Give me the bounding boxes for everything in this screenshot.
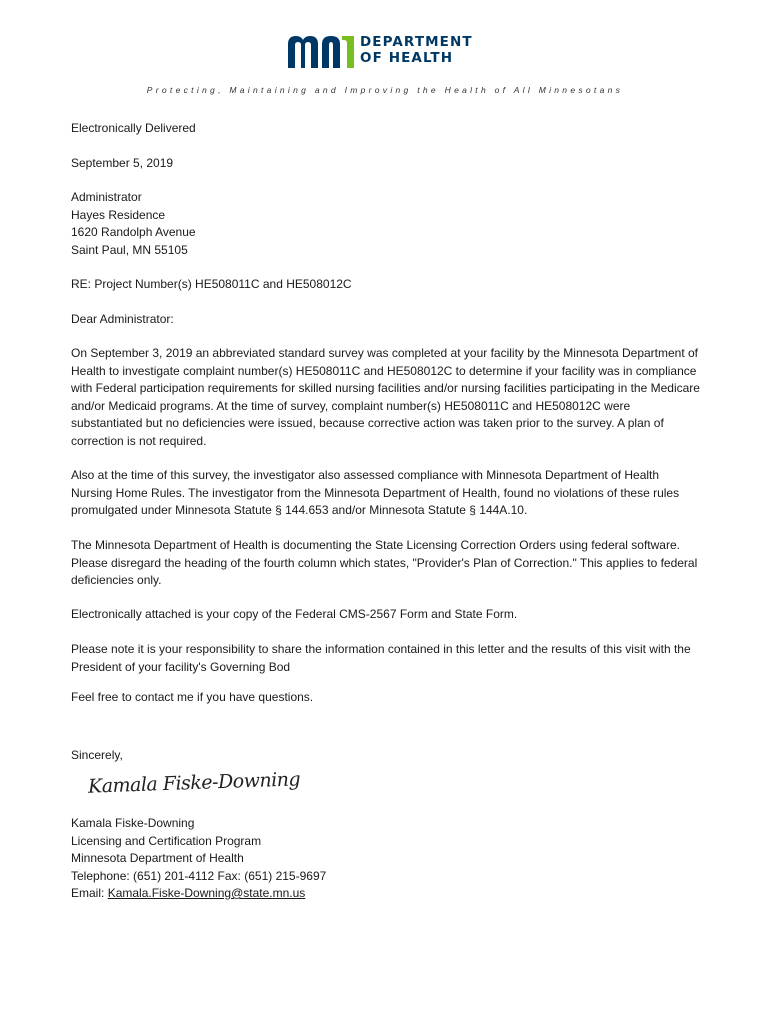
sender-organization: Minnesota Department of Health (71, 851, 244, 865)
sender-program: Licensing and Certification Program (71, 833, 262, 848)
body-paragraph: Also at the time of this survey, the investigator also assessed compliance with Minnesota Department of Health Nursing Home Rules. The investigator from the Minnesota Department of Health, found no violations of these rules promulgated under Minnesota Statute § 144.653 and/or Minnesota Statute § 144A.10. (71, 468, 680, 518)
body-paragraph: The Minnesota Department of Health is documenting the State Licensing Correction Orders using federal software. Please disregard the heading of the fourth column which states, "Provider's Plan of Correction." This applies to federal deficiencies only. (71, 538, 698, 588)
body-paragraph: Electronically attached is your copy of the Federal CMS-2567 Form and State Form. (71, 607, 518, 621)
email-link[interactable]: Kamala.Fiske-Downing@state.mn.us (107, 886, 306, 900)
letter-date: September 5, 2019 (71, 156, 174, 170)
sender-email-line (71, 885, 305, 903)
recipient-line: Hayes Residence (71, 207, 166, 222)
salutation: Dear Administrator: (71, 312, 174, 326)
recipient-line: Administrator (71, 190, 142, 204)
department-name (360, 34, 473, 66)
body-paragraph: Feel free to contact me if you have questions. (71, 690, 314, 704)
mn-logo-icon (288, 34, 354, 68)
recipient-line: 1620 Randolph Avenue (71, 225, 196, 239)
sender-name: Kamala Fiske-Downing (71, 816, 195, 830)
department-name-line2: OF HEALTH (360, 50, 454, 66)
closing: Sincerely, (71, 748, 123, 762)
delivery-note: Electronically Delivered (71, 121, 196, 135)
handwritten-signature: Kamala Fiske-Downing (87, 768, 301, 798)
body-paragraph: On September 3, 2019 an abbreviated standard survey was completed at your facility by the Minnesota Department of Health to investigate complaint number(s) HE508011C and HE508012C to determine if your facility was in compliance with Federal participation requirements for skilled nursing facilities and/or nursing facilities participating in the Medicare and/or Medicaid programs. At the time of survey, complaint number(s) HE508011C and HE508012C were substantiated but no deficiencies were issued, because corrective action was taken prior to the survey. A plan of correction is not required. (71, 346, 700, 448)
recipient-line: Saint Paul, MN 55105 (71, 242, 188, 257)
letterhead (288, 32, 488, 70)
tagline: Protecting, Maintaining and Improving the Health of All Minnesotans (146, 85, 624, 95)
email-label: Email: (71, 886, 108, 900)
body-paragraph: Please note it is your responsibility to share the information contained in this letter and the results of this visit with the President of your facility's Governing Bod (71, 642, 691, 674)
re-line: RE: Project Number(s) HE508011C and HE508012C (71, 277, 352, 291)
department-name-line1: DEPARTMENT (360, 34, 473, 50)
sender-phone: Telephone: (651) 201-4112 Fax: (651) 215-9697 (71, 868, 327, 883)
